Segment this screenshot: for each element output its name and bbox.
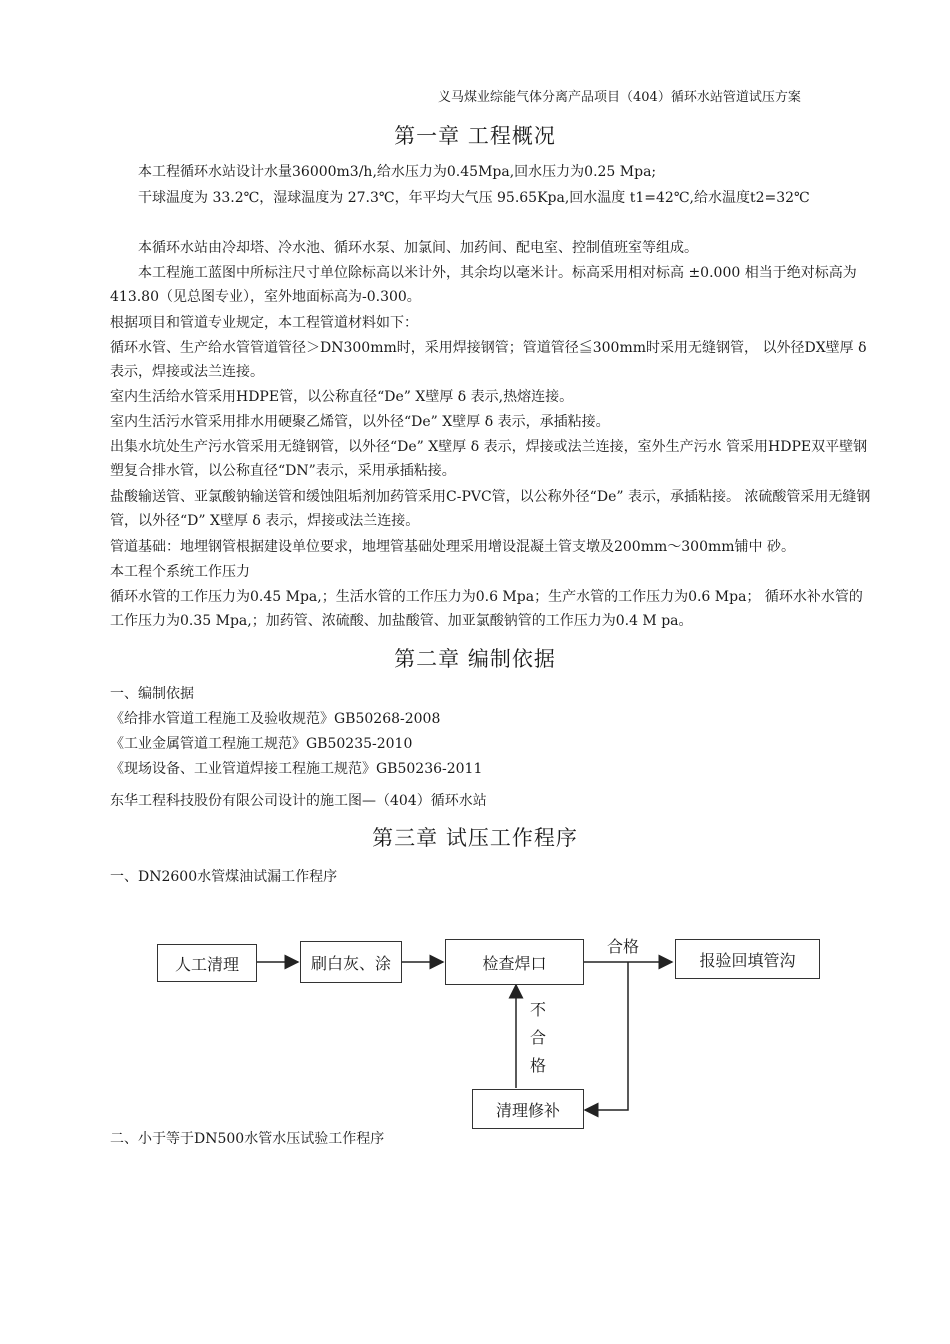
flow-label-fail-char-2: 合	[529, 1028, 546, 1047]
basis-item-2: 《工业金属管道工程施工规范》GB50235-2010	[110, 736, 413, 752]
overview-paragraph-4: 本工程施工蓝图中所标注尺寸单位除标高以米计外，其余均以毫米计。标高采用相对标高 ±0.000 相当于绝对标高为413.80（见总图专业），室外地面标高为-0.300。	[110, 265, 857, 305]
overview-paragraph-2: 干球温度为 33.2℃，湿球温度为 27.3℃，年平均大气压 95.65Kpa,回水温度 t1=42℃,给水温度t2=32℃	[138, 190, 810, 206]
basis-item-4: 东华工程科技股份有限公司设计的施工图—（404）循环水站	[110, 793, 487, 809]
overview-paragraph-11: 管道基础：地埋钢管根据建设单位要求，地埋管基础处理采用增设混凝土管支墩及200mm～300mm铺中 砂。	[110, 539, 795, 555]
overview-paragraph-9: 出集水坑处生产污水管采用无缝钢管，以外径“De” X壁厚 δ 表示，焊接或法兰连接，室外生产污水 管采用HDPE双平壁钢塑复合排水管，以公称直径“DN”表示，采用承插粘接。	[110, 439, 868, 479]
flow-label-pass: 合格	[607, 937, 640, 956]
overview-paragraph-10: 盐酸输送管、亚氯酸钠输送管和缓蚀阻垢剂加药管采用C-PVC管，以公称外径“De” 表示，承插粘接。 浓硫酸管采用无缝钢管，以外径“D” X壁厚 δ 表示，焊接或法兰连接。	[110, 489, 871, 529]
basis-item-1: 《给排水管道工程施工及验收规范》GB50268-2008	[110, 711, 441, 727]
basis-item-3: 《现场设备、工业管道焊接工程施工规范》GB50236-2011	[110, 761, 483, 777]
chapter-3-title: 第三章 试压工作程序	[372, 826, 578, 850]
chapter-1-title: 第一章 工程概况	[394, 124, 556, 148]
overview-paragraph-3: 本循环水站由冷却塔、冷水池、循环水泵、加氯间、加药间、配电室、控制值班室等组成。	[138, 240, 698, 256]
flow-box-whitewash: 刷白灰、涂	[300, 941, 402, 983]
overview-paragraph-13: 循环水管的工作压力为0.45 Mpa,；生活水管的工作压力为0.6 Mpa；生产水管的工作压力为0.6 Mpa； 循环水补水管的工作压力为0.35 Mpa,；加药管、浓硫酸、加盐酸管、加亚氯酸钠管的工作压力为0.4 M pa。	[110, 589, 863, 629]
overview-paragraph-1: 本工程循环水站设计水量36000m3/h,给水压力为0.45Mpa,回水压力为0.25 Mpa;	[138, 164, 657, 180]
flow-label-fail	[528, 996, 548, 1080]
flow-box-check-welds: 检查焊口	[445, 939, 584, 985]
document-header: 义马煤业综能气体分离产品项目（404）循环水站管道试压方案	[438, 90, 801, 105]
chapter-2-title: 第二章 编制依据	[394, 647, 556, 671]
overview-paragraph-12: 本工程个系统工作压力	[110, 564, 250, 580]
flow-box-report-backfill: 报验回填管沟	[675, 939, 820, 979]
basis-heading: 一、编制依据	[110, 686, 194, 702]
procedure-section-2: 二、小于等于DN500水管水压试验工作程序	[110, 1131, 385, 1147]
overview-paragraph-5: 根据项目和管道专业规定，本工程管道材料如下：	[110, 315, 418, 331]
arrow-fail-loop	[585, 962, 628, 1110]
overview-paragraph-8: 室内生活污水管采用排水用硬聚乙烯管，以外径“De” X壁厚 δ 表示，承插粘接。	[110, 414, 610, 430]
overview-paragraph-6: 循环水管、生产给水管管道管径＞DN300mm时，采用焊接钢管；管道管径≦300mm时采用无缝钢管， 以外径DX壁厚 δ 表示，焊接或法兰连接。	[110, 340, 867, 380]
overview-paragraph-7: 室内生活给水管采用HDPE管，以公称直径“De” X壁厚 δ 表示,热熔连接。	[110, 389, 574, 405]
flow-box-manual-clean: 人工清理	[157, 944, 257, 982]
flow-box-clean-repair: 清理修补	[472, 1089, 584, 1129]
flow-label-fail-char-3: 格	[529, 1056, 546, 1075]
procedure-section-1: 一、DN2600水管煤油试漏工作程序	[110, 869, 338, 885]
flow-label-fail-char-1: 不	[529, 1000, 546, 1019]
